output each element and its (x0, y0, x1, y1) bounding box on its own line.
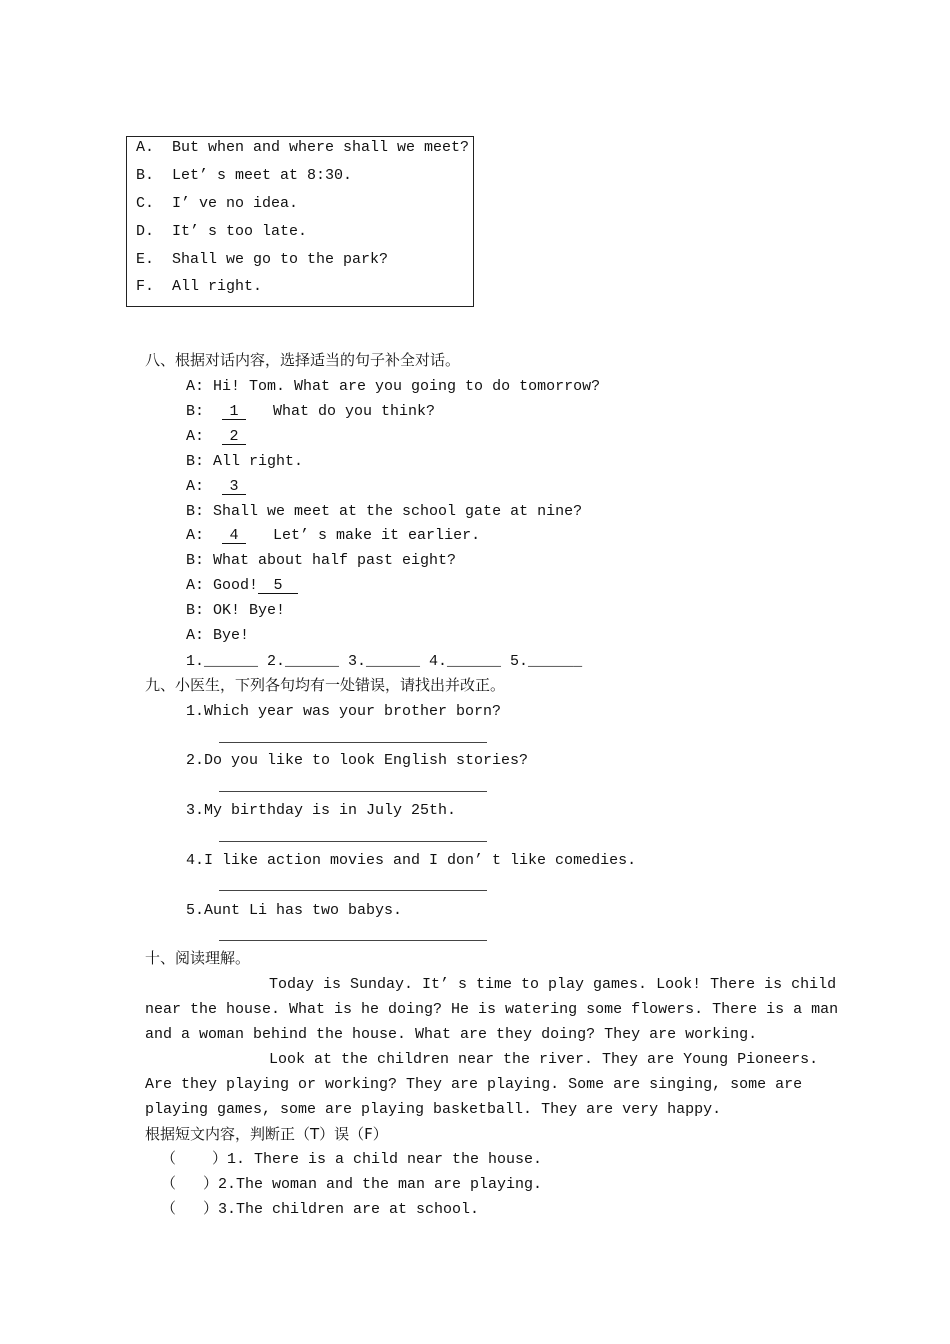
answer-line-2[interactable] (219, 791, 487, 792)
dialogue-line (186, 379, 600, 394)
dialogue-blank[interactable]: 5 (258, 578, 298, 594)
speaker-label: B: (186, 403, 205, 420)
error-item-1: 1.Which year was your brother born? (186, 703, 502, 720)
speaker-label: A: (186, 627, 205, 644)
dialogue-text: Hi! Tom. What are you going to do tomorrow? (204, 378, 601, 395)
speaker-label: B: (186, 552, 205, 569)
error-item-3: 3.My birthday is in July 25th. (186, 802, 457, 819)
option-c: C. I’ ve no idea. (136, 195, 299, 212)
dialogue-line (186, 504, 582, 519)
dialogue-blank[interactable]: 4 (222, 528, 246, 544)
passage-line-3: and a woman behind the house. What are they doing? They are working. (145, 1026, 758, 1043)
speaker-label: B: (186, 602, 205, 619)
tf-statement-3: （ ）3.The children are at school. (161, 1201, 480, 1218)
dialogue-text: What about half past eight? (204, 552, 457, 569)
error-item-2: 2.Do you like to look English stories? (186, 752, 529, 769)
speaker-label: A: (186, 577, 205, 594)
tf-instruction: 根据短文内容，判断正（T）误（F） (145, 1125, 388, 1143)
dialogue-blank[interactable]: 2 (222, 429, 246, 445)
dialogue-text: Bye! (204, 627, 250, 644)
answer-line-4[interactable] (219, 890, 487, 891)
error-item-5: 5.Aunt Li has two babys. (186, 902, 403, 919)
answer-line-3[interactable] (219, 841, 487, 842)
option-a: A. But when and where shall we meet? (136, 139, 470, 156)
passage-line-5: Are they playing or working? They are playing. Some are singing, some are (145, 1076, 803, 1093)
dialogue-text (204, 403, 222, 420)
option-f: F. All right. (136, 278, 263, 295)
dialogue-text (204, 478, 222, 495)
dialogue-line (186, 628, 249, 643)
section9-heading: 九、小医生，下列各句均有一处错误，请找出并改正。 (145, 676, 506, 694)
answer-slots: 1.______ 2.______ 3.______ 4.______ 5.______ (186, 653, 583, 670)
tf-statement-1: （ ）1. There is a child near the house. (161, 1151, 543, 1168)
speaker-label: B: (186, 503, 205, 520)
dialogue-text: Good! (204, 577, 259, 594)
passage-line-1: Today is Sunday. It’ s time to play games. Look! There is child (269, 976, 837, 993)
dialogue-line (186, 603, 285, 618)
option-d: D. It’ s too late. (136, 223, 308, 240)
dialogue-text-after: Let’ s make it earlier. (246, 527, 481, 544)
speaker-label: A: (186, 428, 205, 445)
dialogue-blank[interactable]: 1 (222, 404, 246, 420)
dialogue-text (204, 527, 222, 544)
dialogue-line (186, 553, 456, 568)
speaker-label: A: (186, 378, 205, 395)
dialogue-text (204, 428, 222, 445)
dialogue-line (186, 454, 303, 469)
dialogue-blank[interactable]: 3 (222, 479, 246, 495)
dialogue-line (186, 429, 246, 445)
dialogue-text: OK! Bye! (204, 602, 286, 619)
speaker-label: B: (186, 453, 205, 470)
section8-heading: 八、根据对话内容，选择适当的句子补全对话。 (145, 351, 461, 369)
dialogue-text-after: What do you think? (246, 403, 436, 420)
dialogue-text: Shall we meet at the school gate at nine? (204, 503, 583, 520)
passage-line-4: Look at the children near the river. They are Young Pioneers. (269, 1051, 819, 1068)
dialogue-line (186, 404, 435, 420)
passage-line-6: playing games, some are playing basketball. They are very happy. (145, 1101, 722, 1118)
dialogue-line (186, 578, 298, 594)
option-b: B. Let’ s meet at 8:30. (136, 167, 353, 184)
tf-statement-2: （ ）2.The woman and the man are playing. (161, 1176, 543, 1193)
speaker-label: A: (186, 527, 205, 544)
dialogue-text: All right. (204, 453, 304, 470)
error-item-4: 4.I like action movies and I don’ t like comedies. (186, 852, 637, 869)
speaker-label: A: (186, 478, 205, 495)
answer-line-1[interactable] (219, 742, 487, 743)
passage-line-2: near the house. What is he doing? He is watering some flowers. There is a man (145, 1001, 839, 1018)
section10-heading: 十、阅读理解。 (145, 949, 251, 967)
answer-line-5[interactable] (219, 940, 487, 941)
dialogue-line (186, 528, 480, 544)
option-e: E. Shall we go to the park? (136, 251, 389, 268)
dialogue-line (186, 479, 246, 495)
